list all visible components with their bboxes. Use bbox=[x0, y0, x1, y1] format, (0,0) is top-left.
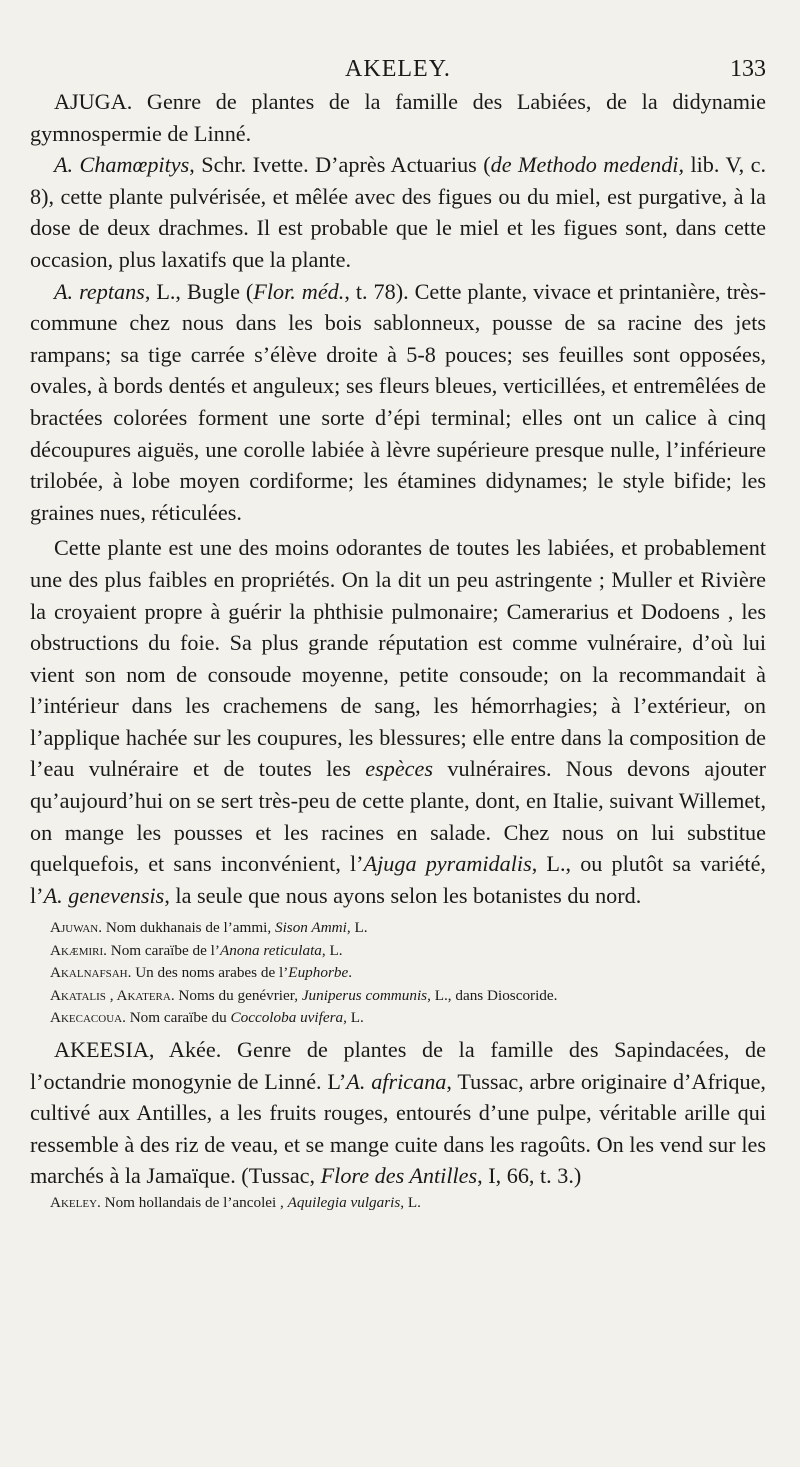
reference-title: Flor. méd. bbox=[253, 278, 345, 304]
reference-title: Flore des Antilles bbox=[320, 1163, 478, 1189]
page-number: 133 bbox=[730, 56, 766, 82]
note-text: Un des noms arabes de l’ bbox=[131, 964, 289, 982]
species-name: A. reptans bbox=[54, 278, 145, 304]
entry-headword: AKEESIA bbox=[54, 1036, 149, 1062]
note-text: . bbox=[348, 964, 352, 982]
entry-text: vulnéraires. Nous devons ajouter qu’aujourd’hui on se sert très-peu de cette plante, dont, en Italie, suivant Willemet, on mange les pousses et les racines en salade. Chez nous on lui substitue quelquefois, et sans inconvénient, l’ bbox=[30, 756, 767, 877]
note-text: Nom caraïbe de l’ bbox=[106, 941, 220, 959]
note-text: , L. bbox=[321, 941, 343, 959]
running-header bbox=[30, 50, 766, 86]
note-text: Nom dukhanais de l’ammi, bbox=[102, 919, 275, 937]
entry-text: , Akée. Genre de plantes de la famille des Sapindacées, de l’octandrie monogynie de Linné. L’ bbox=[30, 1036, 766, 1094]
note-headword: Akecacoua. bbox=[50, 1009, 126, 1027]
entry-text: lib. V, c. 8), cette plante pulvérisée, et mêlée avec des figues ou du miel, est purgative, à la dose de deux drachmes. Il est probable que le miel et les figues sont, dans cette occasion, plus laxatifs que la plante. bbox=[30, 152, 766, 272]
note-headword: Akæmiri. bbox=[50, 941, 107, 959]
note-text: Nom caraïbe du bbox=[125, 1009, 231, 1027]
note-italic: Euphorbe bbox=[288, 964, 349, 982]
entry-headword: AJUGA bbox=[54, 89, 127, 114]
entry-reptans-continued bbox=[30, 532, 766, 911]
note-akatalis bbox=[30, 985, 766, 1008]
note-text: Noms du genévrier, bbox=[174, 986, 302, 1004]
note-italic: Anona reticulata bbox=[219, 941, 322, 959]
entry-text: , Schr. Ivette. D’après Actuarius ( bbox=[189, 152, 491, 178]
italic-term: A. genevensis bbox=[43, 882, 165, 908]
note-akalnafsah bbox=[30, 962, 766, 985]
note-text: , L., dans Dioscoride. bbox=[427, 986, 558, 1004]
entry-text: , t. 78). Cette plante, vivace et printanière, très-commune chez nous dans les bois sablonneux, pousse de sa racine des jets rampans; sa tige carrée s’élève droite à 5-8 pouces; ses feuilles sont opposées, ovales, à bords dentés et anguleux; ses fleurs bleues, verticillées, et entremêlées de bractées colorées forment une sorte d’épi terminal; elles ont un calice à cinq découpures aiguës, une corolle labiée à lèvre supérieure presque nulle, l’inférieure trilobée, à lobe moyen cordiforme; les étamines didynames; le style bifide; les graines nues, réticulées. bbox=[30, 278, 766, 525]
note-text: , L. bbox=[400, 1193, 421, 1211]
note-headword: Akeley. bbox=[50, 1193, 101, 1211]
entry-chamaepitys bbox=[30, 149, 766, 275]
entry-ajuga bbox=[30, 86, 766, 149]
note-akeley bbox=[30, 1192, 766, 1215]
note-text: Nom hollandais de l’ancolei , bbox=[100, 1193, 288, 1211]
entry-text: , L., ou plutôt sa variété, l’ bbox=[30, 851, 766, 908]
species-name: A. Chamœpitys bbox=[54, 152, 190, 178]
italic-term: A. africana bbox=[346, 1068, 447, 1094]
entry-reptans bbox=[30, 276, 766, 529]
note-headword: Akatalis , Akatera. bbox=[50, 986, 175, 1004]
note-headword: Akalnafsah. bbox=[50, 964, 132, 982]
note-italic: Sison Ammi bbox=[274, 919, 347, 937]
note-italic: Aquilegia vulgaris bbox=[287, 1193, 401, 1211]
note-headword: Ajuwan. bbox=[50, 919, 103, 937]
entry-akeesia bbox=[30, 1034, 766, 1192]
note-ajuwan bbox=[30, 917, 766, 940]
italic-term: espèces bbox=[365, 756, 434, 782]
note-akecacoua bbox=[30, 1007, 766, 1030]
entry-text: . Genre de plantes de la famille des Labiées, de la didynamie gymnospermie de Linné. bbox=[30, 89, 766, 146]
reference-title: de Methodo medendi, bbox=[490, 152, 685, 178]
entry-text: , L., Bugle ( bbox=[144, 278, 254, 304]
note-italic: Juniperus communis bbox=[301, 986, 428, 1004]
note-italic: Coccoloba uvifera bbox=[230, 1009, 344, 1027]
entry-text: , I, 66, t. 3.) bbox=[477, 1163, 582, 1189]
notes-block bbox=[30, 917, 766, 1030]
note-akaemiri bbox=[30, 940, 766, 963]
entry-text: Cette plante est une des moins odorantes de toutes les labiées, et probablement une des plus faibles en propriétés. On la dit un peu astringente ; Muller et Rivière la croyaient propre à guérir la phthisie pulmonaire; Camerarius et Dodoens , les obstructions du foie. Sa plus grande réputation est comme vulnéraire, d’où lui vient son nom de consoude moyenne, petite consoude; on la recommandait à l’intérieur dans les crachemens de sang, les hémorrhagies; à l’extérieur, on l’applique hachée sur les coupures, les blessures; elle entre dans la composition de l’eau vulnéraire et de toutes les bbox=[30, 535, 766, 782]
entry-text: , Tussac, arbre originaire d’Afrique, cultivé aux Antilles, a les fruits rouges, entourés d’une pulpe, véritable arille qui ressemble à des riz de veau, et se mange cuite dans les ragoûts. On les vend sur les marchés à la Jamaïque. (Tussac, bbox=[30, 1068, 766, 1189]
entry-text: , la seule que nous ayons selon les botanistes du nord. bbox=[164, 882, 642, 908]
note-text: , L. bbox=[343, 1009, 364, 1027]
note-text: , L. bbox=[346, 919, 368, 937]
italic-term: Ajuga pyramidalis bbox=[363, 851, 532, 877]
running-title: AKELEY. bbox=[345, 56, 451, 82]
